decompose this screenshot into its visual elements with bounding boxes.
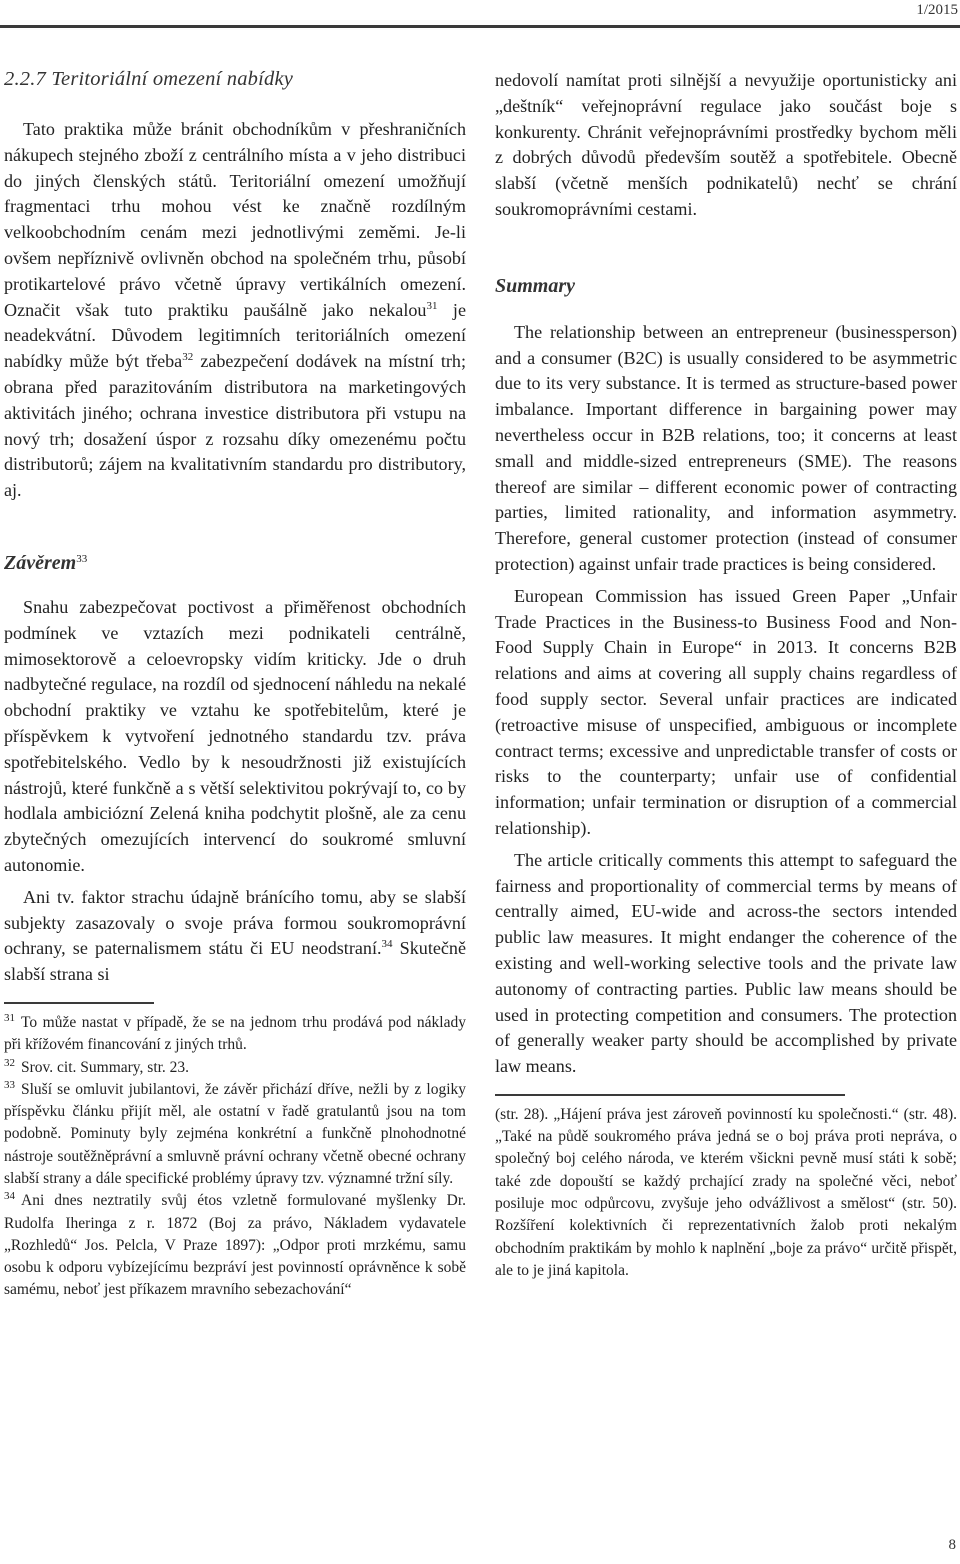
text-run: je neadekvátní. Důvodem legitimních teritoriálních omezení nabídky může být třeba [4,299,466,372]
footnote-number: 31 [4,1011,15,1024]
section-heading: 2.2.7 Teritoriální omezení nabídky [4,68,294,90]
text-run: Skutečně slabší strana si [4,938,466,985]
footnote-rule [4,1002,154,1004]
footnote-ref: 32 [182,351,194,364]
footnote-text: Ani dnes neztratily svůj étos vzletně formulované myšlenky Dr. Rudolfa Iheringa z r. 1872 (Boj za právo, Nákladem vydavatele „Rozhledů“ Jos. Pelcla, V Praze 1897): „Odpor proti mrzkému, samu osobu k odporu vybízejícímu bezpráví jest povinností oprávněnce k sobě samému, neboť jest příkazem mravního sebezachování“ [4,1192,466,1299]
footnote-ref: 31 [426,299,438,312]
footnote-33 [4,1079,466,1190]
summary-paragraph-3: The article critically comments this attempt to safeguard the fairness and proportionality of commercial terms by means of centrally aimed, EU-wide and across-the sectors intended public law measures. It might endanger the coherence of the existing and well-working selective tools and the private law autonomy of contracting parties. Public law means should be used in protecting competition and consumers. The protection of generally weaker party should be accomplished by private law means. [495,849,957,1077]
summary-heading: Summary [495,274,576,297]
issue-number: 1/2015 [916,2,958,18]
summary-paragraph-1: The relationship between an entrepreneur (businessperson) and a consumer (B2C) is usually considered to be asymmetric due to its very substance. It is termed as structure-based power imbalance. Important difference in bargaining power may nevertheless occur in B2B relations, too; it concerns at least small and middle-sized entrepreneurs (SME). The reasons thereof are similar – different economic power of contracting parties, limited rationality, and information asymmetry. Therefore, general customer protection (instead of consumer protection) against unfair trade practices is being considered. [495,321,957,574]
paragraph-conclusion: Snahu zabezpečovat poctivost a přiměřenost obchodních podmínek ve vztazích mezi podnikateli centrálně, mimosektorově a celoevropsky vidím kriticky. Jde o druh nadbytečné regulace, na rozdíl od sjednocení náhledu na nekalé obchodní praktiky ve vztahu ke spotřebitelům, které je příspěvkem k vytvoření jednotného standardu tzv. práva spotřebitelského. Vedlo by k nesoudržnosti již existujících nástrojů, které funkčně a s větší selektivitou pokrývají to, co by hodlala ambiciózní Zelená kniha podchytit plošně, ale za cenu zbytečných omezujících intervencí do soukromé smluvní autonomie. [4,596,466,875]
footnote-number: 34 [4,1190,15,1203]
footnote-number: 33 [4,1078,15,1091]
footnote-34-continuation: (str. 28). „Hájení práva jest zároveň povinností ku společnosti.“ (str. 48). „Také na půdě soukromého práva jedná se o boj práva proti nepráva, o společný boj celého národa, ve kterém všickni pevně musí státi k sobě; také zde dopouští se každý prchající zrady na společné věci, neboť posiluje moc odpůrcovu, zvyšuje jeho odvážlivost a smělost“ (str. 50). Rozšíření kolektivních či reprezentativních žalob proti nekalým obchodním praktikám by mohlo k naplnění „boje za právo“ určitě přispět, ale to je jiná kapitola. [495,1105,957,1279]
footnote-text: Sluší se omluvit jubilantovi, že závěr přichází dříve, nežli by z logiky příspěvku článku přijít měl, ale ostatní v řadě gratulantů jsou na tom podobně. Pominuty byly zejména konkrétní a funkčně plnohodnotné nástroje soutěžněprávní a smluvně právní ochrany včetně obecné ochrany slabší strany a dále specifické problémy úpravy tzv. významné tržní síly. [4,1080,466,1187]
footnote-ref: 34 [381,938,393,951]
paragraph-continuation: nedovolí namítat proti silnější a nevyužije oportunisticky ani „deštník“ veřejnoprávní regulace jako součást boje s konkurenty. Chránit veřejnoprávními prostředky bychom měli z dobrých důvodů především soutěž a spotřebitele. Obecně slabší (včetně menších podnikatelů) nechť se chrání soukromoprávními cestami. [495,70,957,219]
footnote-text: Srov. cit. Summary, str. 23. [21,1058,190,1076]
text-run: zabezpečení dodávek na místní trh; obrana před parazitováním distributora na marketingových aktivitách jiného; ochrana investice distributora při vstupu na nový trh; dosažení úspor z rozsahu díky omezenému počtu distributorů; zájem na kvalitativním standardu pro distributory, aj. [4,351,467,501]
footnote-34 [4,1190,466,1301]
footnote-31 [4,1012,466,1057]
conclusion-heading [4,552,466,575]
left-column [4,68,466,1302]
conclusion-title: Závěrem [4,551,77,574]
summary-paragraph-2: European Commission has issued Green Paper „Unfair Trade Practices in the Business-to Business Food and Non-Food Supply Chain in Europe“ in 2013. It concerns B2B relations and aims at covering all supply chains regardless of food supply sector. Several unfair practices are indicated (retroactive misuse of unspecified, ambiguous or incomplete contract terms; excessive and unpredictable transfer of costs or risks to the counterparty; unfair use of confidential information; unfair termination or disruption of a commercial relationship). [495,585,957,838]
footnote-32 [4,1057,466,1079]
footnote-number: 32 [4,1056,15,1069]
right-column [495,68,957,1282]
text-run: Ani tv. faktor strachu údajně bránícího tomu, aby se slabší subjekty zasazovaly o svoje práva formou soukromoprávní ochrany, se paternalismem státu či EU neodstraní. [4,886,466,959]
footnote-text: To může nastat v případě, že se na jednom trhu prodává pod náklady při křížovém financování z jiných trhů. [4,1013,466,1054]
page-number: 8 [948,1537,956,1553]
footnote-ref: 33 [76,552,88,565]
footnote-rule [495,1094,845,1096]
header-rule [0,25,960,28]
text-run: Tato praktika může bránit obchodníkům v přeshraničních nákupech stejného zboží z centrálního místa a v jeho distribuci do jiných členských států. Teritoriální omezení umožňují fragmentaci trhu mohou vést ke značně rozdílným velkoobchodním cenám mezi jednotlivými zeměmi. Je-li ovšem nepříznivě ovlivněn obchod na společném trhu, působí protikartelové právo včetně úpravy vertikálních omezení. Označit však tuto praktiku paušálně jako nekalou [4,119,466,320]
paragraph-territorial [4,117,466,504]
paragraph-fear-factor [4,885,466,988]
